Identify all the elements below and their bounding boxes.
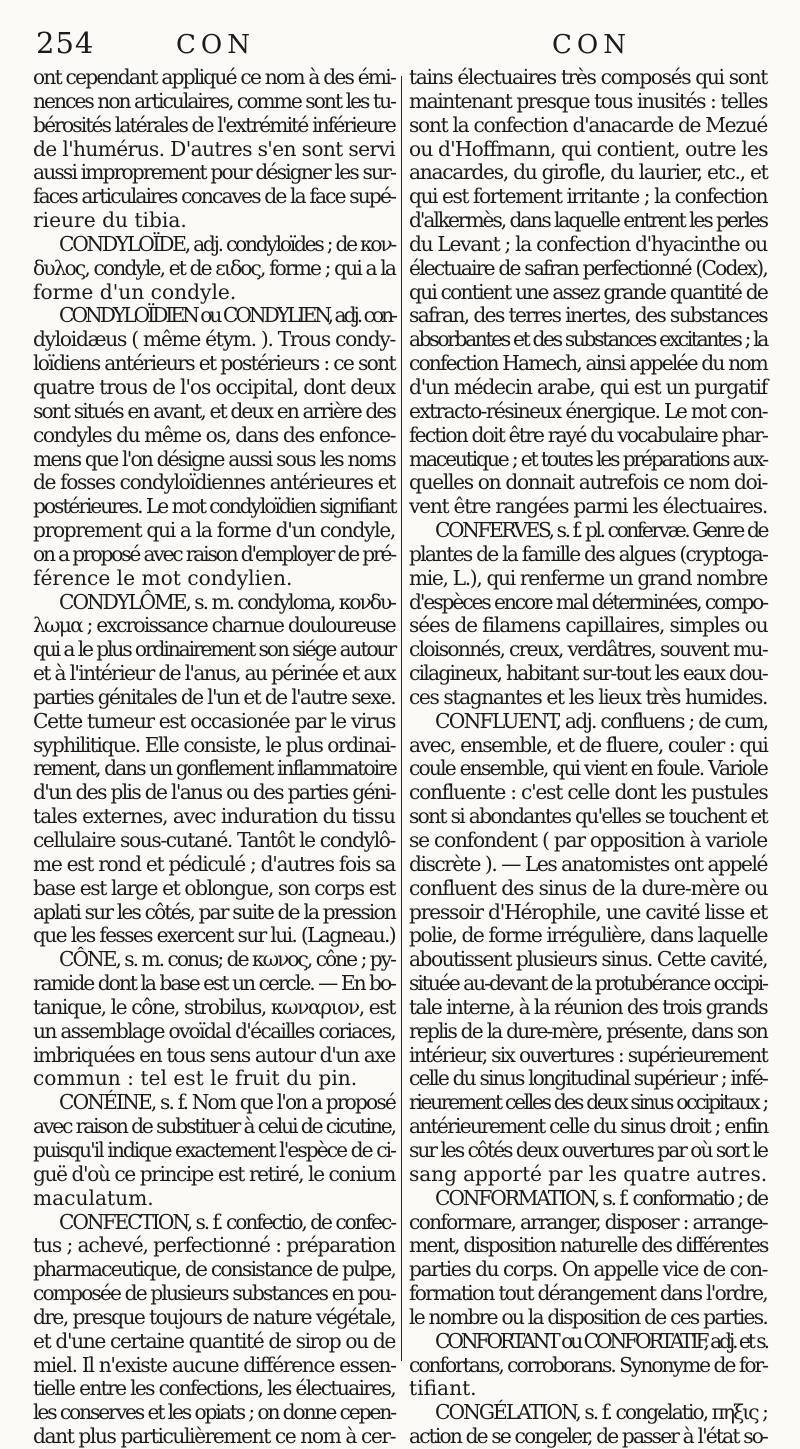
text-line: base est large et oblongue, son corps est: [33, 875, 395, 900]
text-line: polie, de forme irrégulière, dans laquelle: [409, 923, 768, 948]
text-line: rement, dans un gonflement inflammatoire: [33, 756, 396, 781]
text-line: se confondent ( par opposition à variole: [409, 828, 767, 852]
text-line: que les fesses exercent sur lui. (Lagneau.): [33, 923, 395, 948]
text-line: tains électuaires très composés qui sont: [409, 65, 767, 89]
running-head-left: CON: [176, 30, 255, 60]
text-line: qui contient une assez grande quantité de: [409, 279, 767, 304]
text-line: quatre trous de l'os occipital, dont deux: [33, 374, 395, 399]
text-line: rieure du tibia.: [33, 208, 187, 233]
text-line: sont si abondantes qu'elles se touchent et: [409, 804, 767, 829]
text-line: tale interne, à la réunion des trois grands: [409, 994, 767, 1019]
text-line: les conserves et les opiats ; on donne cepen-: [33, 1400, 395, 1425]
text-line: dyloidæus ( même étym. ). Trous condy-: [33, 327, 395, 352]
text-line: sur les côtés deux ouvertures par où sort le: [409, 1137, 767, 1162]
text-line: rieurement celles des deux sinus occipitaux ;: [409, 1090, 767, 1115]
text-line: et d'une certaine quantité de sirop ou de: [33, 1328, 395, 1353]
text-line: cellulaire sous-cutané. Tantôt le condylô-: [33, 828, 395, 852]
text-line: maceutique ; et toutes les préparations aux-: [409, 446, 767, 471]
text-line: CONGÉLATION, s. f. congelatio, πηξις ;: [435, 1400, 767, 1425]
text-line: pressoir d'Hérophile, une cavité lisse et: [409, 899, 767, 924]
text-line: CONFECTION, s. f. confectio, de confec-: [59, 1209, 395, 1234]
text-line: et à l'intérieur de l'anus, au périnée et aux: [33, 661, 395, 686]
text-line: d'espèces encore mal déterminées, compo-: [409, 589, 767, 614]
text-line: CONDYLÔME, s. m. condyloma, κονδυ-: [59, 589, 395, 614]
text-line: CONDYLOÏDE, adj. condyloïdes ; de κον-: [59, 231, 395, 256]
text-line: sées de filamens capillaires, simples ou: [409, 613, 768, 638]
column-divider: [401, 76, 402, 1361]
right-column: [409, 66, 767, 1449]
text-line: nences non articulaires, comme sont les tu-: [33, 88, 395, 113]
text-line: du Levant ; la confection d'hyacinthe ou: [409, 231, 767, 256]
text-line: antérieurement celle du sinus droit ; enfin: [409, 1114, 768, 1139]
text-line: commun : tel est le fruit du pin.: [33, 1066, 358, 1091]
running-head-right: CON: [552, 30, 631, 60]
text-line: d'alkermès, dans laquelle entrent les perles: [409, 208, 767, 233]
text-line: confection Hamech, ainsi appelée du nom: [409, 351, 767, 376]
text-line: d'un médecin arabe, qui est un purgatif: [409, 374, 767, 399]
text-line: action de se congeler, de passer à l'état so-: [409, 1424, 767, 1449]
text-line: forme d'un condyle.: [33, 279, 237, 304]
text-line: sang apporté par les quatre autres.: [409, 1161, 767, 1186]
text-line: imbriquées en tous sens autour d'un axe: [33, 1042, 395, 1067]
text-line: aussi improprement pour désigner les sur-: [33, 160, 395, 185]
text-line: avec raison de substituer à celui de cicutine,: [33, 1114, 395, 1139]
text-line: ramide dont la base est un cercle. — En bo-: [33, 971, 395, 996]
text-line: conformare, arranger, disposer : arrange-: [409, 1209, 767, 1234]
text-line: CONDYLOÏDIEN ou CONDYLIEN, adj. con-: [59, 303, 395, 328]
text-line: mens que l'on désigne aussi sous les noms: [33, 446, 395, 471]
text-line: tielle entre les confections, les électuaires,: [33, 1376, 395, 1401]
text-line: discrète ). — Les anatomistes ont appelé: [409, 851, 767, 876]
text-line: replis de la dure-mère, présente, dans son: [409, 1018, 767, 1043]
text-line: de fosses condyloïdiennes antérieures et: [33, 470, 395, 495]
text-line: celle du sinus longitudinal supérieur ; infé-: [409, 1066, 767, 1091]
text-line: extracto-résineux énergique. Le mot con-: [409, 398, 767, 423]
text-line: cilagineux, habitant sur-tout les eaux dou-: [409, 661, 767, 686]
text-line: loïdiens antérieurs et postérieurs : ce sont: [33, 351, 395, 376]
text-line: maculatum.: [33, 1185, 154, 1210]
text-line: parties du corps. On appelle vice de con-: [409, 1257, 767, 1282]
text-line: vent être rangées parmi les électuaires.: [409, 494, 767, 519]
text-line: confluente : c'est celle dont les pustules: [409, 780, 768, 805]
text-line: maintenant presque tous inusités : telles: [409, 88, 767, 113]
text-line: composée de plusieurs substances en pou-: [33, 1281, 395, 1306]
text-line: confluent des sinus de la dure-mère ou: [409, 875, 768, 900]
text-line: d'un des plis de l'anus ou des parties géni-: [33, 780, 395, 805]
text-line: proprement qui a la forme d'un condyle,: [33, 518, 395, 543]
text-line: bérosités latérales de l'extrémité inférieure: [33, 112, 395, 137]
text-line: me est rond et pédiculé ; d'autres fois sa: [33, 851, 395, 876]
page-header: [0, 20, 800, 66]
text-line: le nombre ou la disposition de ces parties.: [409, 1304, 767, 1329]
text-line: CONFLUENT, adj. confluens ; de cum,: [435, 708, 768, 733]
text-line: qui est fortement irritante ; la confection: [409, 184, 767, 209]
text-line: aboutissent plusieurs sinus. Cette cavité,: [409, 947, 767, 972]
text-line: postérieures. Le mot condyloïdien signifiant: [33, 494, 396, 519]
text-line: absorbantes et des substances excitantes ; la: [409, 327, 767, 352]
text-line: ou d'Hoffmann, qui contient, outre les: [409, 136, 768, 161]
text-line: CONFORMATION, s. f. conformatio ; de: [435, 1185, 767, 1210]
text-line: tifiant.: [409, 1376, 477, 1401]
text-line: δυλος, condyle, et de ειδος, forme ; qui a la: [33, 255, 395, 280]
text-line: parties génitales de l'un et de l'autre sexe.: [33, 684, 395, 709]
text-line: safran, des terres inertes, des substances: [409, 303, 767, 328]
text-line: férence le mot condylien.: [33, 565, 293, 590]
text-line: quelles on donnait autrefois ce nom doi-: [409, 470, 767, 495]
text-line: CÔNE, s. m. conus; de κωνος, cône ; py-: [59, 947, 395, 972]
text-line: tus ; achevé, perfectionné : préparation: [33, 1233, 395, 1258]
left-column: [33, 66, 395, 1449]
text-line: qui a le plus ordinairement son siége autour: [33, 637, 395, 662]
text-line: aplati sur les côtés, par suite de la pression: [33, 899, 395, 924]
text-line: dant plus particulièrement ce nom à cer-: [33, 1424, 395, 1449]
text-line: Cette tumeur est occasionée par le virus: [33, 708, 395, 733]
text-line: de l'humérus. D'autres s'en sont servi: [33, 136, 395, 161]
text-line: tales externes, avec induration du tissu: [33, 804, 395, 829]
text-line: condyles du même os, dans des enfonce-: [33, 422, 395, 447]
text-line: CONFORTANT ou CONFORTATIF, adj. et s.: [435, 1328, 767, 1353]
text-line: située au-devant de la protubérance occipi-: [409, 971, 767, 996]
text-line: avec, ensemble, et de fluere, couler : qui: [409, 732, 768, 757]
text-line: on a proposé avec raison d'employer de pré-: [33, 541, 395, 566]
text-line: guë d'où ce principe est retiré, le conium: [33, 1161, 395, 1186]
text-line: CONÉINE, s. f. Nom que l'on a proposé: [59, 1090, 395, 1115]
text-line: fection doit être rayé du vocabulaire phar-: [409, 422, 767, 447]
text-line: un assemblage ovoïdal d'écailles coriaces,: [33, 1018, 395, 1043]
text-line: ont cependant appliqué ce nom à des émi-: [33, 65, 395, 89]
text-line: miel. Il n'existe aucune différence essen-: [33, 1352, 396, 1377]
text-line: formation tout dérangement dans l'ordre,: [409, 1281, 767, 1306]
text-line: intérieur, six ouvertures : supérieurement: [409, 1042, 767, 1067]
text-line: CONFERVES, s. f. pl. confervæ. Genre de: [435, 518, 767, 543]
text-line: ment, disposition naturelle des différentes: [409, 1233, 768, 1258]
text-line: tanique, le cône, strobilus, κωναριον, est: [33, 994, 395, 1019]
text-line: confortans, corroborans. Synonyme de for-: [409, 1352, 767, 1377]
text-line: sont la confection d'anacarde de Mezué: [409, 112, 767, 137]
text-line: anacardes, du girofle, du laurier, etc., et: [409, 160, 768, 185]
text-line: syphilitique. Elle consiste, le plus ordinai-: [33, 732, 395, 757]
text-line: faces articulaires concaves de la face supé-: [33, 184, 395, 209]
text-line: cloisonnés, creux, verdâtres, souvent mu-: [409, 637, 767, 662]
text-line: ces stagnantes et les lieux très humides.: [409, 684, 767, 709]
text-line: puisqu'il indique exactement l'espèce de ci-: [33, 1137, 395, 1162]
text-line: λωμα ; excroissance charnue douloureuse: [33, 613, 395, 638]
text-line: dre, presque toujours de nature végétale,: [33, 1304, 395, 1329]
text-line: sont situés en avant, et deux en arrière des: [33, 398, 395, 423]
text-line: électuaire de safran perfectionné (Codex),: [409, 255, 767, 280]
text-line: plantes de la famille des algues (cryptoga-: [409, 541, 767, 566]
text-line: coule ensemble, qui vient en foule. Variole: [409, 756, 767, 781]
page-number: 254: [36, 26, 95, 60]
text-line: mie, L.), qui renferme un grand nombre: [409, 565, 767, 590]
text-line: pharmaceutique, de consistance de pulpe,: [33, 1257, 395, 1282]
